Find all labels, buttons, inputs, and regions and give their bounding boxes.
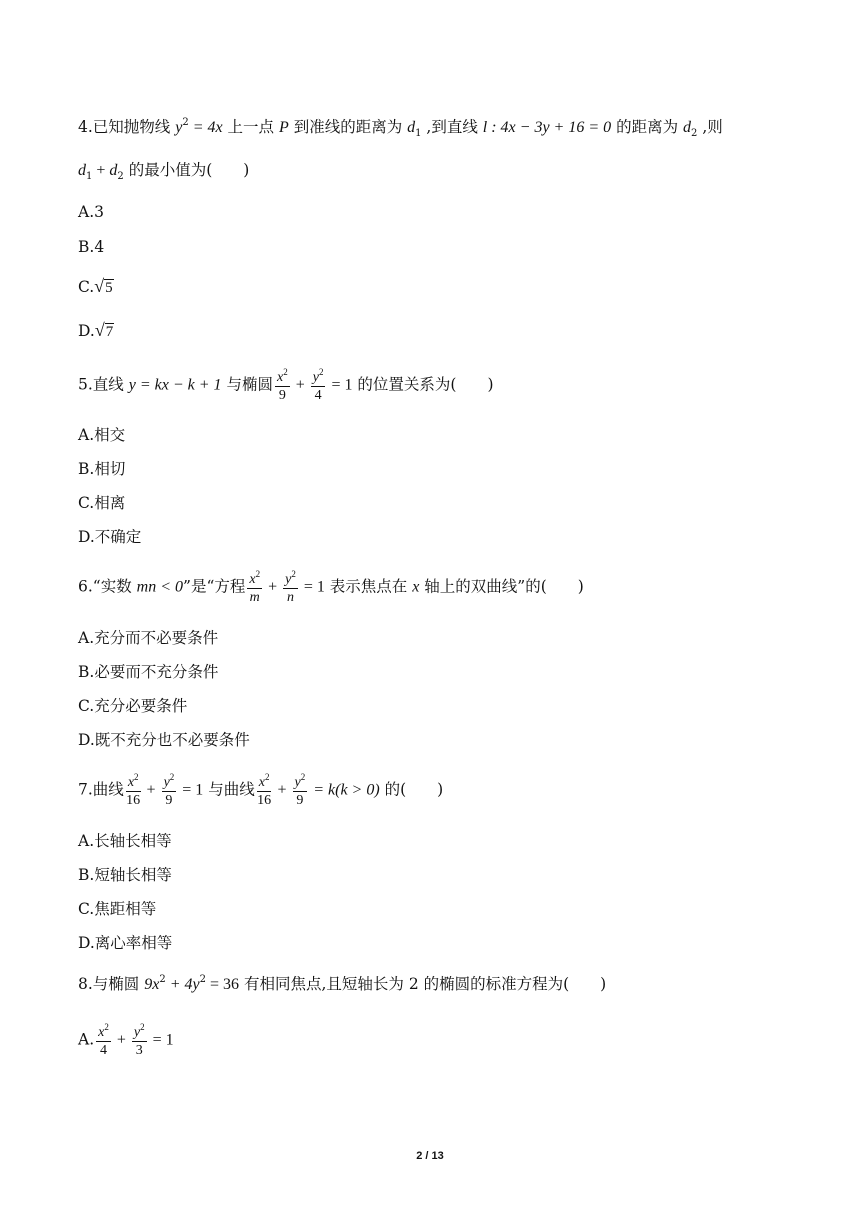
fraction: $\frac{y^2}{3}$	[133, 1022, 145, 1058]
question-6: 6.“实数 mn < 0”是“方程 $\frac{x^2}{m}$ + $\frac{y^2}{n}$ = 1 表示焦点在 x 轴上的双曲线”的( )	[78, 569, 584, 605]
fraction: $\frac{x^2}{4}$	[98, 1022, 109, 1058]
option-5b: B.相切	[78, 460, 126, 478]
option-4d: D.√7	[78, 320, 114, 340]
option-5d: D.不确定	[78, 528, 142, 546]
option-4a: A.3	[78, 203, 104, 221]
option-7d: D.离心率相等	[78, 934, 173, 952]
option-6d: D.既不充分也不必要条件	[78, 731, 250, 749]
option-6c: C.充分必要条件	[78, 697, 188, 715]
question-5: 5.直线 y = kx − k + 1 与椭圆 $\frac{x^2}{9}$ + $\frac{y^2}{4}$ = 1 的位置关系为( )	[78, 367, 494, 403]
option-5c: C.相离	[78, 494, 126, 512]
option-6a: A.充分而不必要条件	[78, 629, 219, 647]
question-7: 7.曲线 $\frac{x^2}{16}$ + $\frac{y^2}{9}$ = 1 与曲线 $\frac{x^2}{16}$ + $\frac{y^2}{9}$ = k(k > 0) 的( )	[78, 772, 444, 808]
option-7b: B.短轴长相等	[78, 866, 172, 884]
option-4b: B.4	[78, 238, 105, 256]
option-7c: C.焦距相等	[78, 900, 157, 918]
fraction: $\frac{y^2}{4}$	[312, 367, 324, 403]
fraction: $\frac{y^2}{n}$	[285, 569, 296, 605]
option-4c: C.√5	[78, 276, 113, 296]
sqrt-symbol: √7	[94, 320, 114, 340]
question-8: 8.与椭圆 $9x^2 + 4y^2 = 36$ 有相同焦点,且短轴长为 2 的椭圆的标准方程为( )	[78, 974, 607, 993]
fraction: $\frac{x^2}{16}$	[257, 772, 272, 808]
option-6b: B.必要而不充分条件	[78, 663, 219, 681]
fraction: $\frac{x^2}{16}$	[126, 772, 141, 808]
option-7a: A.长轴长相等	[78, 832, 172, 850]
sqrt-symbol: √5	[94, 276, 113, 296]
fraction: $\frac{x^2}{m}$	[249, 569, 261, 605]
option-8a: A. $\frac{x^2}{4}$ + $\frac{y^2}{3}$ = 1	[78, 1022, 174, 1058]
question-4-line-2: $d_1 + d_2$ 的最小值为( )	[78, 161, 250, 182]
option-5a: A.相交	[78, 426, 126, 444]
fraction: $\frac{x^2}{9}$	[276, 367, 288, 403]
page-number: 2 / 13	[416, 1150, 444, 1162]
fraction: $\frac{y^2}{9}$	[163, 772, 175, 808]
fraction: $\frac{y^2}{9}$	[294, 772, 306, 808]
question-4-line-1: 4.已知抛物线 $y^2 = 4x$ 上一点 P 到准线的距离为 $d_1$ ,到直线 l : 4x − 3y + 16 = 0 的距离为 $d_2$ ,则	[78, 117, 723, 139]
